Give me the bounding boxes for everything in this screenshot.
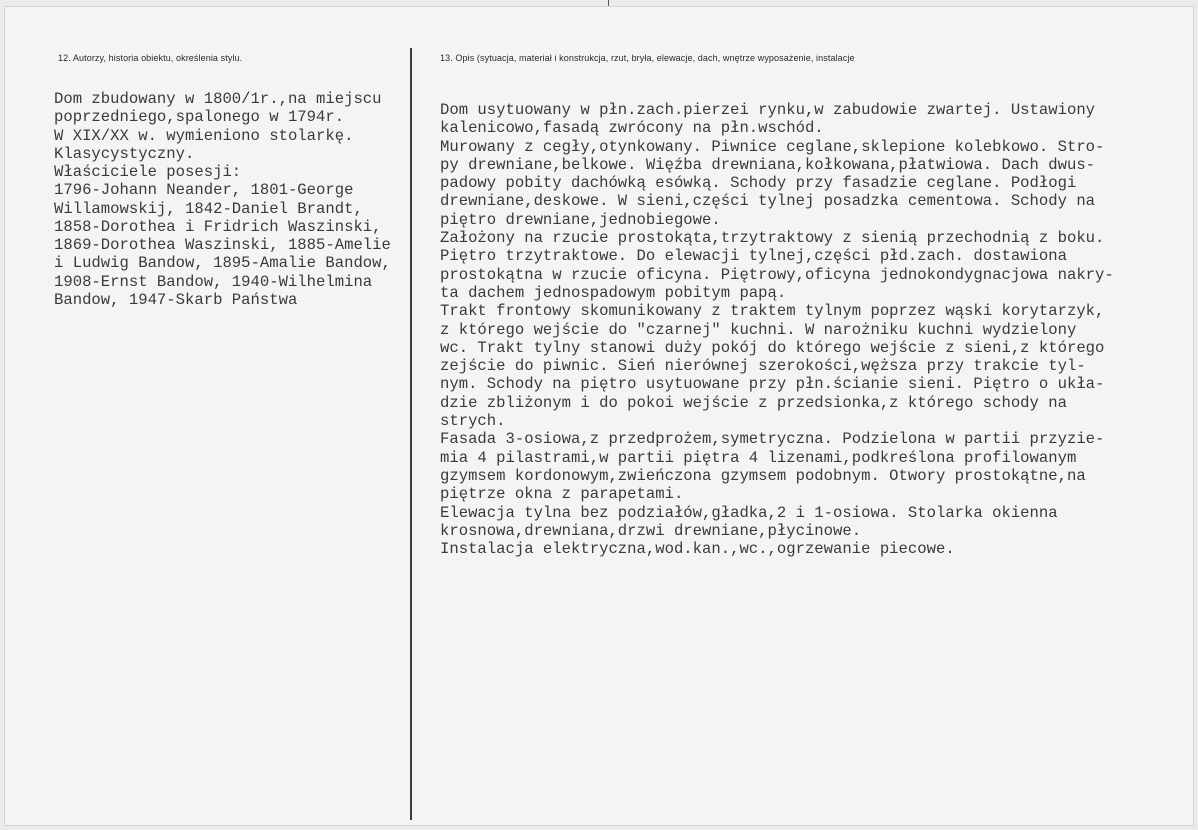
punch-mark — [608, 0, 609, 6]
column-divider — [410, 48, 412, 820]
section-13-header: 13. Opis (sytuacja, materiał i konstrukcja, rzut, bryła, elewacje, dach, wnętrze wyposażenie, instalacje — [440, 53, 855, 63]
history-text: Dom zbudowany w 1800/1r.,na miejscu poprzedniego,spalonego w 1794r. W XIX/XX w. wymieniono stolarkę. Klasycystyczny. — [54, 90, 382, 163]
section-12-header: 12. Autorzy, historia obiektu, określenia stylu. — [58, 53, 243, 63]
description-text: Dom usytuowany w płn.zach.pierzei rynku,w zabudowie zwartej. Ustawiony kalenicowo,fasadą zwrócony na płn.wschód. Murowany z cegły,otynkowany. Piwnice ceglane,sklepione kolebkowo. Stro- py drewniane,belkowe. Więźba drewniana,kołkowana,płatwiowa. Dach dwus- padowy pobity dachówką esówką. Schody przy fasadzie ceglane. Podłogi drewniane,deskowe. W sieni,części tylnej posadzka cementowa. Schody na piętro drewniane,jednobiegowe. Założony na rzucie prostokąta,trzytraktowy z sienią przechodnią z boku. Piętro trzytraktowe. Do elewacji tylnej,części płd.zach. dostawiona prostokątna w rzucie oficyna. Piętrowy,oficyna jednokondygnacjowa nakry- ta dachem jednospadowym pobitym papą. Trakt frontowy skomunikowany z traktem tylnym poprzez wąski korytarzyk, z którego wejście do "czarnej" kuchni. W narożniku kuchni wydzielony wc. Trakt tylny stanowi duży pokój do którego wejście z sieni,z którego zejście do piwnic. Sień nierównej szerokości,węższa przy trakcie tyl- nym. Schody na piętro usytuowane przy płn.ścianie sieni. Piętro o ukła- dzie zbliżonym i do pokoi wejście z przedsionka,z którego schody na strych. Fasada 3-osiowa,z przedprożem,symetryczna. Podzielona w partii przyzie- mia 4 pilastrami,w partii piętra 4 lizenami,podkreślona profilowanym gzymsem kordonowym,zwieńczona gzymsem podobnym. Otwory prostokątne,na piętrze okna z parapetami. Elewacja tylna bez podziałów,gładka,2 i 1-osiowa. Stolarka okienna krosnowa,drewniana,drzwi drewniane,płycinowe. Instalacja elektryczna,wod.kan.,wc.,ogrzewanie piecowe. — [440, 101, 1114, 559]
owners-text: Właściciele posesji: 1796-Johann Neander, 1801-George Willamowskij, 1842-Daniel Brandt, 1858-Dorothea i Fridrich Waszinski, 1869-Dorothea Waszinski, 1885-Amelie i Ludwig Bandow, 1895-Amalie Bandow, 1908-Ernst Bandow, 1940-Wilhelmina Bandow, 1947-Skarb Państwa — [54, 163, 391, 310]
